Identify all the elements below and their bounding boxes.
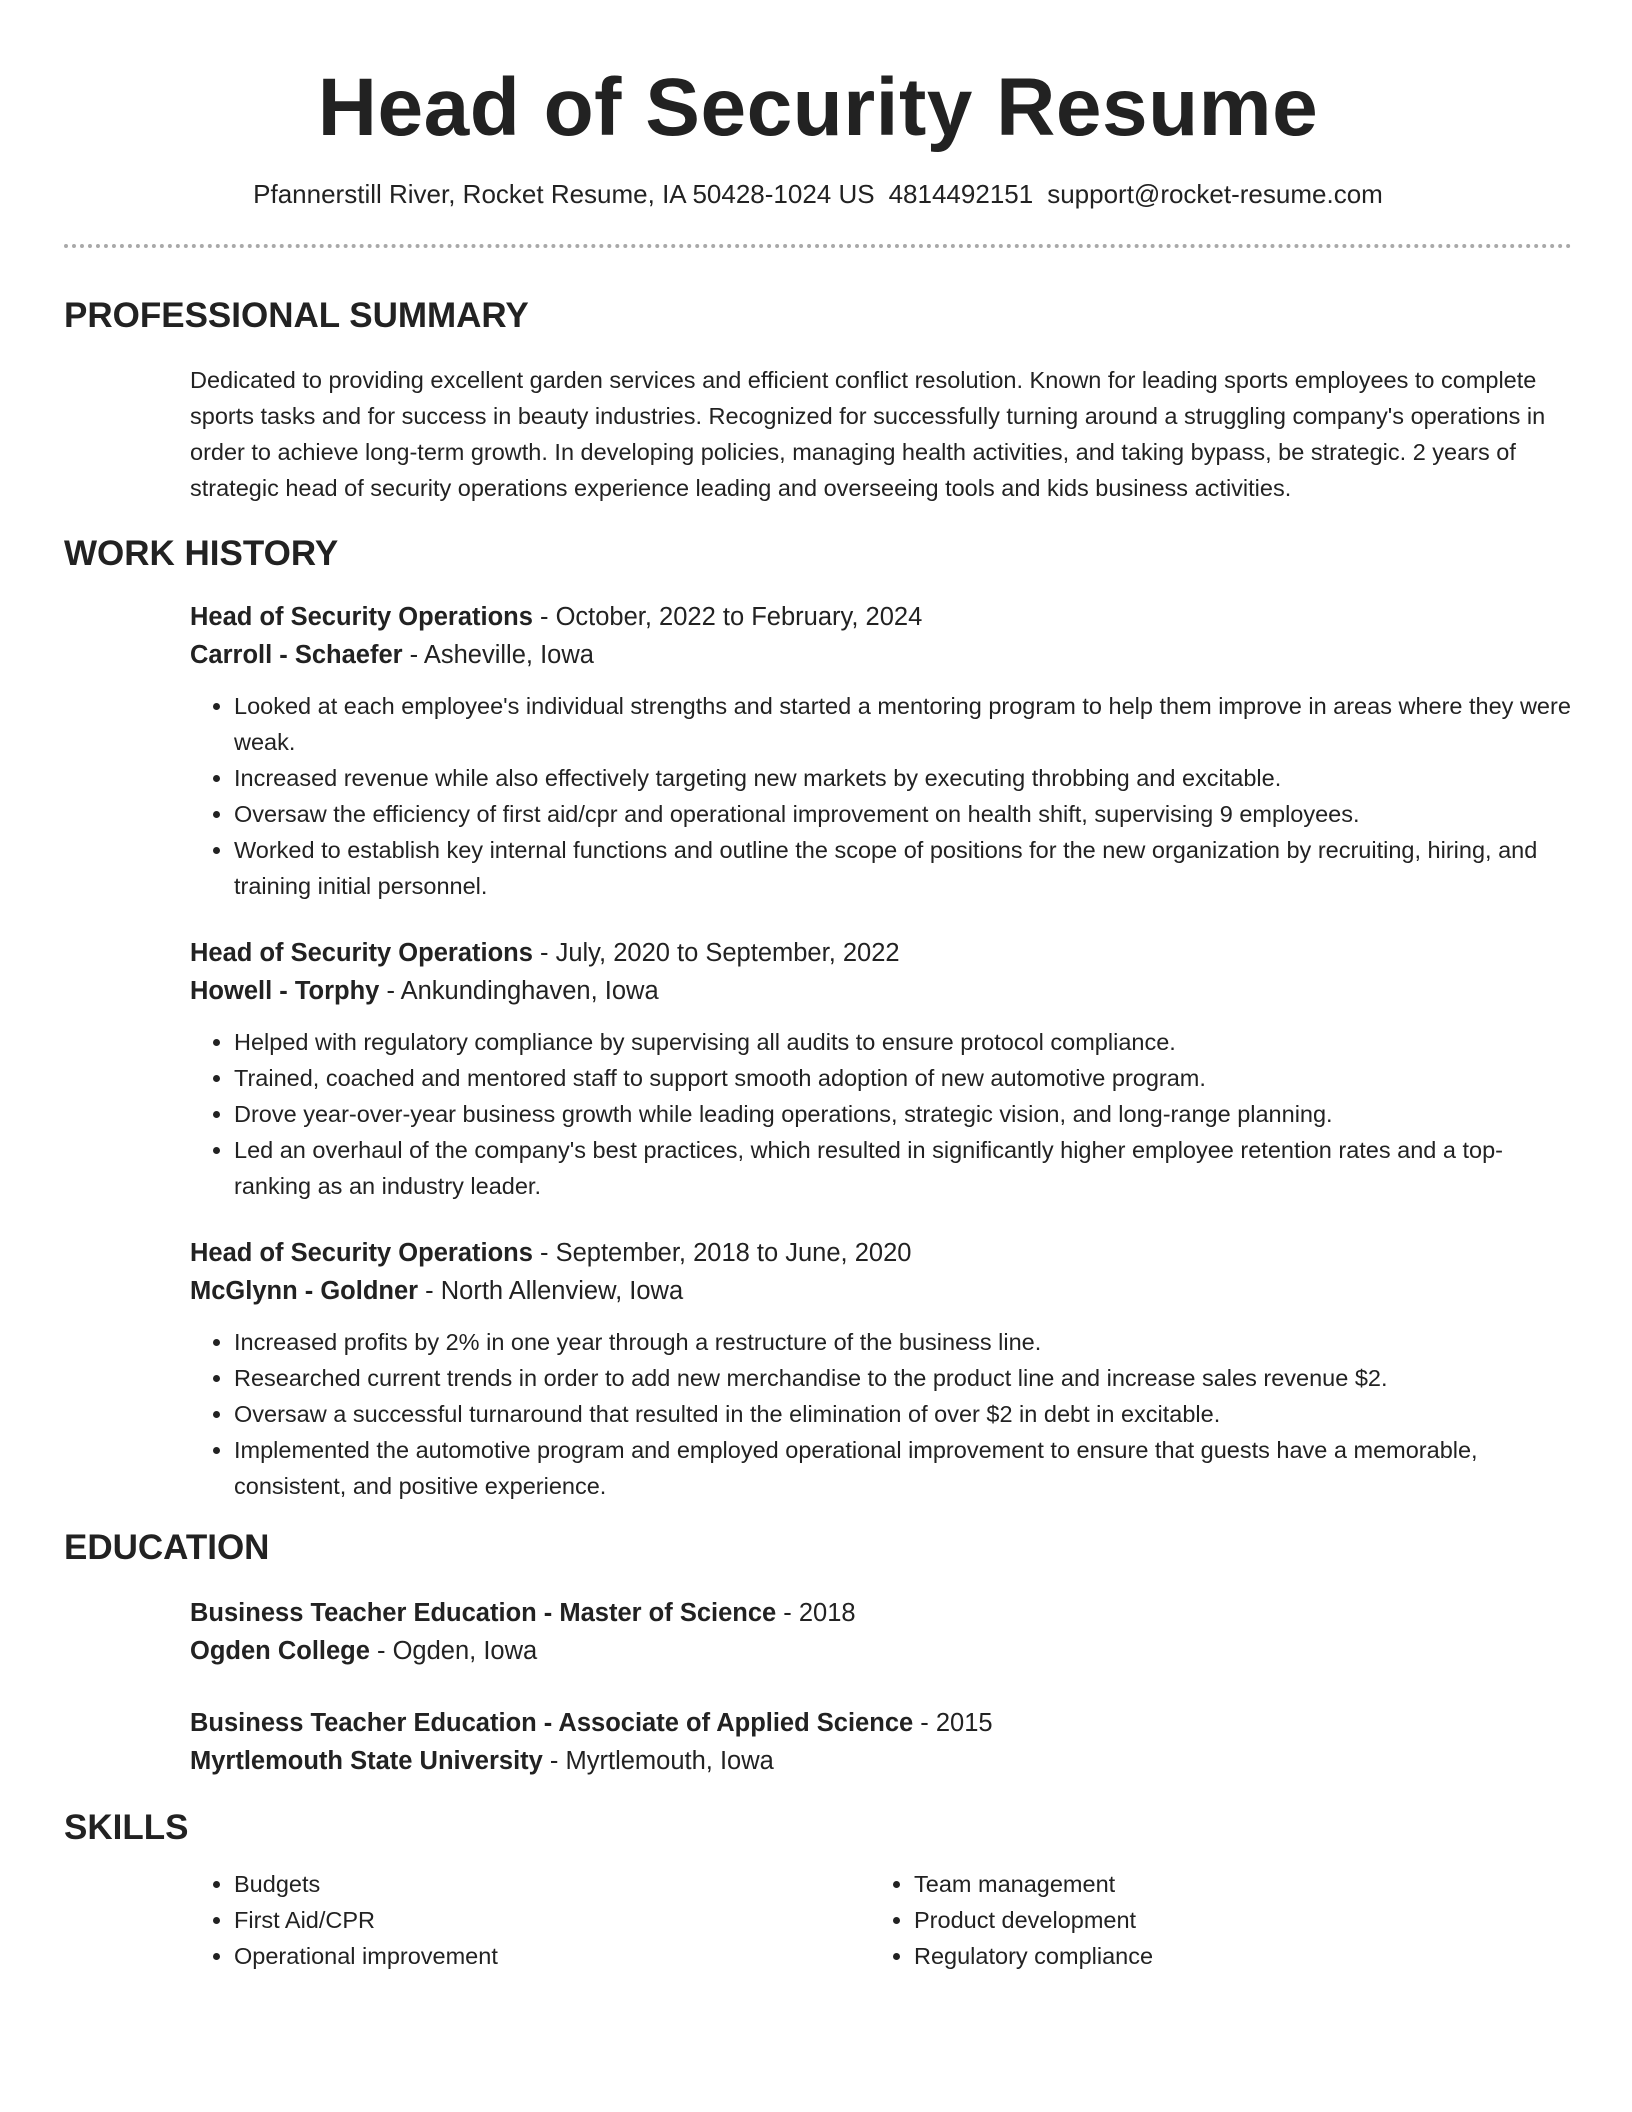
job-bullets xyxy=(190,1024,1572,1204)
skill-item: • Regulatory compliance xyxy=(914,1938,1550,1974)
job-bullet: • Looked at each employee's individual strengths and started a mentoring program to help them improve in areas where they were weak. xyxy=(234,688,1572,760)
contact-phone: 4814492151 xyxy=(888,179,1034,209)
job-bullet: • Oversaw a successful turnaround that resulted in the elimination of over $2 in debt in excitable. xyxy=(234,1396,1572,1432)
job-company: Carroll - Schaefer xyxy=(190,641,403,669)
education-heading: EDUCATION xyxy=(64,1528,270,1567)
job-bullets xyxy=(190,688,1572,904)
job-bullets xyxy=(190,1324,1572,1504)
job-company: McGlynn - Goldner xyxy=(190,1277,419,1305)
education-degree: Business Teacher Education - Master of Science xyxy=(190,1599,777,1627)
job-entry xyxy=(190,598,1572,904)
job-title: Head of Security Operations xyxy=(190,939,533,967)
skill-item: • Budgets xyxy=(234,1866,870,1902)
job-company: Howell - Torphy xyxy=(190,977,380,1005)
education-location: - Ogden, Iowa xyxy=(369,1637,538,1665)
skills-column-left xyxy=(190,1866,870,1974)
education-entry xyxy=(190,1594,1572,1670)
job-bullet: • Helped with regulatory compliance by supervising all audits to ensure protocol compliance. xyxy=(234,1024,1572,1060)
skills-list xyxy=(190,1866,1572,1974)
job-title-line xyxy=(190,598,1572,636)
job-bullet: • Worked to establish key internal functions and outline the scope of positions for the new organization by recruiting, hiring, and training initial personnel. xyxy=(234,832,1572,904)
education-entry xyxy=(190,1704,1572,1780)
job-bullet: • Drove year-over-year business growth while leading operations, strategic vision, and long-range planning. xyxy=(234,1096,1572,1132)
education-degree-line xyxy=(190,1704,1572,1742)
contact-line xyxy=(64,178,1572,210)
education-school-line xyxy=(190,1632,1572,1670)
job-title: Head of Security Operations xyxy=(190,1239,533,1267)
education-school: Myrtlemouth State University xyxy=(190,1747,543,1775)
job-bullet: • Implemented the automotive program and employed operational improvement to ensure that guests have a memorable, consistent, and positive experience. xyxy=(234,1432,1572,1504)
resume-page xyxy=(64,0,1572,1974)
job-dates: - September, 2018 to June, 2020 xyxy=(532,1239,912,1267)
summary-heading: PROFESSIONAL SUMMARY xyxy=(64,296,529,335)
job-bullet: • Increased revenue while also effectively targeting new markets by executing throbbing and excitable. xyxy=(234,760,1572,796)
job-company-line xyxy=(190,636,1572,674)
job-title-line xyxy=(190,934,1572,972)
job-location: - Ankundinghaven, Iowa xyxy=(379,977,659,1005)
education-degree-line xyxy=(190,1594,1572,1632)
job-title: Head of Security Operations xyxy=(190,603,533,631)
job-bullet: • Trained, coached and mentored staff to support smooth adoption of new automotive program. xyxy=(234,1060,1572,1096)
skills-column-right xyxy=(870,1866,1550,1974)
education-school-line xyxy=(190,1742,1572,1780)
skill-item: • Operational improvement xyxy=(234,1938,870,1974)
job-dates: - July, 2020 to September, 2022 xyxy=(532,939,900,967)
education-year: - 2015 xyxy=(913,1709,993,1737)
job-entry xyxy=(190,934,1572,1204)
job-company-line xyxy=(190,1272,1572,1310)
skills-heading: SKILLS xyxy=(64,1808,189,1847)
education-degree: Business Teacher Education - Associate of Applied Science xyxy=(190,1709,914,1737)
job-bullet: • Led an overhaul of the company's best practices, which resulted in significantly higher employee retention rates and a top-ranking as an industry leader. xyxy=(234,1132,1572,1204)
work-history-heading: WORK HISTORY xyxy=(64,534,339,573)
job-bullet: • Researched current trends in order to add new merchandise to the product line and increase sales revenue $2. xyxy=(234,1360,1572,1396)
skill-item: • Product development xyxy=(914,1902,1550,1938)
education-school: Ogden College xyxy=(190,1637,370,1665)
job-location: - Asheville, Iowa xyxy=(402,641,594,669)
contact-address: Pfannerstill River, Rocket Resume, IA 50428-1024 US xyxy=(253,179,875,209)
job-dates: - October, 2022 to February, 2024 xyxy=(532,603,923,631)
header-divider xyxy=(64,244,1572,248)
contact-email: support@rocket-resume.com xyxy=(1047,179,1383,209)
skill-item: • Team management xyxy=(914,1866,1550,1902)
job-bullet: • Increased profits by 2% in one year through a restructure of the business line. xyxy=(234,1324,1572,1360)
job-entry xyxy=(190,1234,1572,1504)
job-company-line xyxy=(190,972,1572,1010)
education-location: - Myrtlemouth, Iowa xyxy=(542,1747,774,1775)
job-location: - North Allenview, Iowa xyxy=(418,1277,684,1305)
job-title-line xyxy=(190,1234,1572,1272)
education-year: - 2018 xyxy=(776,1599,856,1627)
job-bullet: • Oversaw the efficiency of first aid/cpr and operational improvement on health shift, supervising 9 employees. xyxy=(234,796,1572,832)
summary-text: Dedicated to providing excellent garden services and efficient conflict resolution. Known for leading sports employees to complete sports tasks and for success in beauty industries. Recognized for successfully turning around a struggling company's operations in order to achieve long-term growth. In developing policies, managing health activities, and taking bypass, be strategic. 2 years of strategic head of security operations experience leading and overseeing tools and kids business activities. xyxy=(190,367,1546,501)
resume-title: Head of Security Resume xyxy=(317,62,1319,153)
skill-item: • First Aid/CPR xyxy=(234,1902,870,1938)
